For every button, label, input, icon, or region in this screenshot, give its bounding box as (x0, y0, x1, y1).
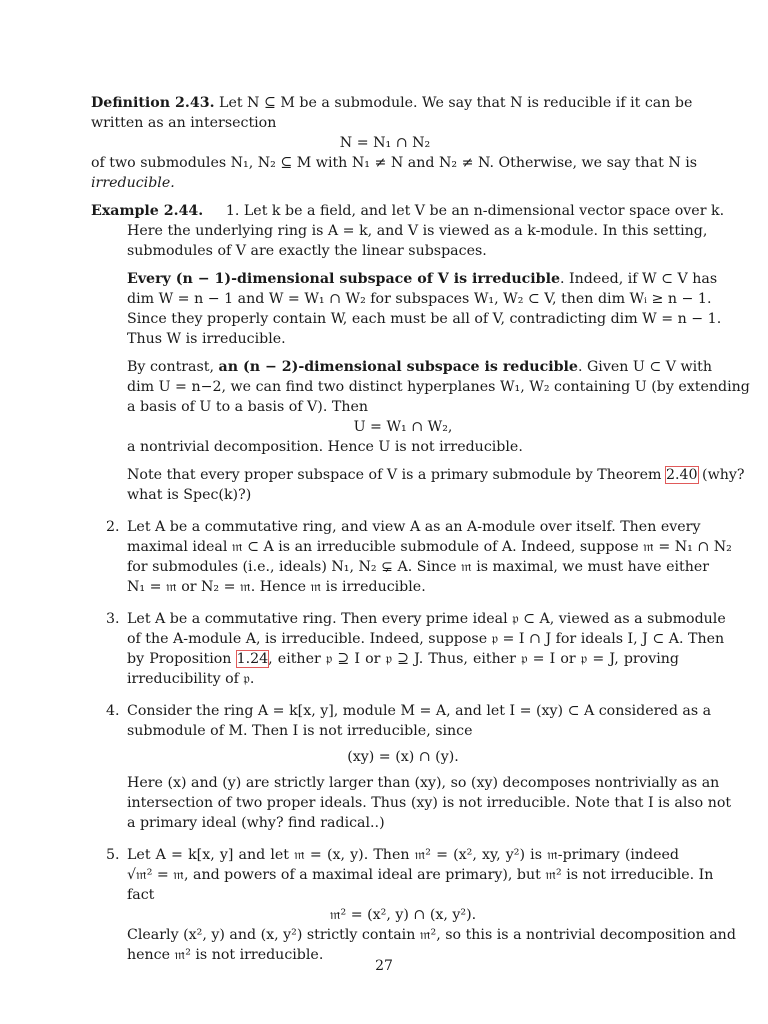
item3-line: of the A-module A, is irreducible. Indeed, suppose 𝔭 = I ∩ J for ideals I, J ⊂ A. Then (127, 631, 725, 647)
item2-line: N₁ = 𝔪 or N₂ = 𝔪. Hence 𝔪 is irreducible. (127, 579, 426, 595)
example-block (91, 201, 750, 505)
page-body (91, 93, 750, 965)
item3-line: by Proposition 1.24, either 𝔭 ⊇ I or 𝔭 ⊇ J. Thus, either 𝔭 = I or 𝔭 = J, proving (127, 651, 679, 667)
item5-line: hence 𝔪² is not irreducible. (127, 947, 324, 963)
item4-line: submodule of M. Then I is not irreducible, since (127, 723, 473, 739)
item3-number: 3. (106, 611, 120, 627)
item1-number: 1. (225, 203, 240, 219)
definition-line-3: of two submodules N₁, N₂ ⊆ M with N₁ ≠ N and N₂ ≠ N. Otherwise, we say that N is (91, 155, 698, 171)
example-label: Example 2.44. (91, 203, 204, 219)
definition-label: Definition 2.43. (91, 95, 215, 111)
item1-para2-line: Since they properly contain W, each must be all of V, contradicting dim W = n − 1. (127, 311, 722, 327)
item4-line: Here (x) and (y) are strictly larger than (xy), so (xy) decomposes nontrivially as an (127, 775, 720, 791)
definition-equation: N = N₁ ∩ N₂ (339, 135, 431, 151)
theorem-2-40-link[interactable]: 2.40 (665, 467, 698, 483)
item1-equation: U = W₁ ∩ W₂, (353, 419, 453, 435)
item5-equation: 𝔪² = (x², y) ∩ (x, y²). (329, 907, 477, 923)
item1-para2-line: Every (n − 1)-dimensional subspace of V is irreducible. Indeed, if W ⊂ V has (127, 271, 718, 287)
item4-line: Consider the ring A = k[x, y], module M = A, and let I = (xy) ⊂ A considered as a (127, 703, 712, 719)
item1-para4: a nontrivial decomposition. Hence U is not irreducible. (127, 439, 523, 455)
item1-line: submodules of V are exactly the linear subspaces. (127, 243, 487, 259)
proposition-1-24-link[interactable]: 1.24 (236, 651, 269, 667)
definition-line-4: irreducible. (91, 175, 175, 191)
item1-para3-line: a basis of U to a basis of V). Then (127, 399, 368, 415)
item1-para5-line: what is Spec(k)?) (127, 487, 252, 503)
definition-line-1: Definition 2.43. Let N ⊆ M be a submodule. We say that N is reducible if it can be (91, 95, 693, 111)
example-item1-line-1: Example 2.44. 1. Let k be a field, and let V be an n-dimensional vector space over k. (91, 203, 725, 219)
item4-line: a primary ideal (why? find radical..) (127, 815, 385, 831)
item1-para2-line: dim W = n − 1 and W = W₁ ∩ W₂ for subspaces W₁, W₂ ⊂ V, then dim Wᵢ ≥ n − 1. (127, 291, 712, 307)
item5-line: Let A = k[x, y] and let 𝔪 = (x, y). Then 𝔪² = (x², xy, y²) is 𝔪-primary (indeed (127, 847, 679, 863)
item4-line: intersection of two proper ideals. Thus (xy) is not irreducible. Note that I is also not (127, 795, 732, 811)
example-item-5 (106, 845, 736, 965)
item1-para3-line: dim U = n−2, we can find two distinct hyperplanes W₁, W₂ containing U (by extending (127, 379, 750, 395)
item1-para5-line: Note that every proper subspace of V is a primary submodule by Theorem 2.40 (why? (127, 467, 745, 483)
item2-line: maximal ideal 𝔪 ⊂ A is an irreducible submodule of A. Indeed, suppose 𝔪 = N₁ ∩ N₂ (127, 539, 732, 555)
item5-line: Clearly (x², y) and (x, y²) strictly contain 𝔪², so this is a nontrivial decomposition and (127, 927, 736, 943)
item3-line: irreducibility of 𝔭. (127, 671, 255, 687)
example-item-4 (106, 701, 732, 833)
claim-reducible: an (n − 2)-dimensional subspace is reducible (218, 359, 578, 375)
item2-number: 2. (106, 519, 120, 535)
item4-number: 4. (106, 703, 120, 719)
example-item-3 (106, 609, 726, 689)
claim-irreducible: Every (n − 1)-dimensional subspace of V is irreducible (127, 271, 561, 287)
item1-para2-line: Thus W is irreducible. (127, 331, 286, 347)
definition-line-2: written as an intersection (91, 115, 277, 131)
item1-line: Here the underlying ring is A = k, and V is viewed as a k-module. In this setting, (127, 223, 708, 239)
item4-equation: (xy) = (x) ∩ (y). (347, 749, 459, 765)
item2-line: for submodules (i.e., ideals) N₁, N₂ ⊊ A. Since 𝔪 is maximal, we must have either (127, 559, 710, 575)
example-item-2 (106, 517, 732, 597)
definition-block (91, 93, 698, 193)
item3-line: Let A be a commutative ring. Then every prime ideal 𝔭 ⊂ A, viewed as a submodule (127, 611, 726, 627)
page-number: 27 (375, 958, 393, 974)
item5-line: fact (127, 887, 155, 903)
item5-number: 5. (106, 847, 120, 863)
item2-line: Let A be a commutative ring, and view A as an A-module over itself. Then every (127, 519, 701, 535)
item1-para3-line: By contrast, an (n − 2)-dimensional subspace is reducible. Given U ⊂ V with (127, 359, 713, 375)
item5-line: √𝔪² = 𝔪, and powers of a maximal ideal are primary), but 𝔪² is not irreducible. In (127, 867, 714, 883)
